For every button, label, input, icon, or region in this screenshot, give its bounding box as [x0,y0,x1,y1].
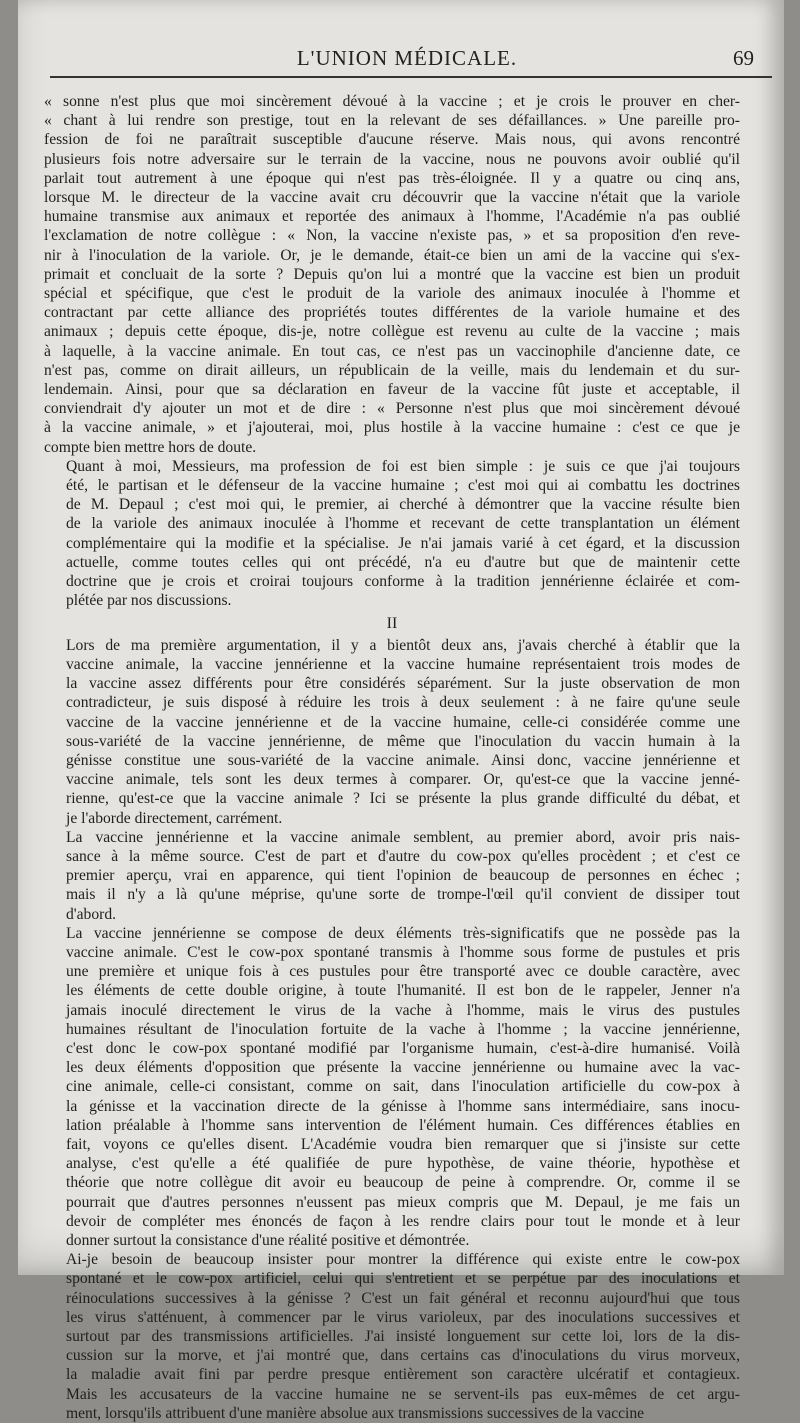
paragraph [44,1250,740,1423]
text-line: une première et unique fois à ces pustules pour être transporté avec ce double caractère, avec [66,963,740,981]
text-line: lorsque M. le directeur de la vaccine avait cru découvrir que la vaccine n'était que la variole [44,189,740,207]
paragraph [44,92,740,457]
text-line: vaccine animale. C'est le cow-pox spontané transmis à l'homme sous forme de pustules et pris [66,943,740,961]
text-line: contradicteur, je suis disposé à réduire les trois à deux seulement : à ne faire qu'une seule [66,694,740,712]
text-line: rienne, qu'est-ce que la vaccine animale ? Ici se présente la plus grande difficulté du débat, et [66,790,740,808]
text-line: à laquelle, à la vaccine animale. En tout cas, ce n'est pas un vaccinophile d'ancienne date, ce [44,342,740,360]
text-line: d'abord. [66,905,117,923]
text-line: spécial et spécifique, que c'est le produit de la variole des animaux inoculée à l'homme et [44,285,740,303]
paragraph [44,457,740,611]
section-heading: II [386,615,398,633]
text-line: actuelle, comme toutes celles qui ont précédé, n'a eu d'autre but que de maintenir cette [66,553,740,571]
text-line: « chant à lui rendre son prestige, tout en la relevant de ses défaillances. » Une pareille pro- [44,112,740,130]
text-line: ment, lorsqu'ils attribuent d'une manière absolue aux transmissions successives de la vaccine [66,1404,645,1422]
text-line: complémentaire qui la modifie et la spécialise. Je n'ai jamais varié à cet égard, et la discussion [66,534,740,552]
text-line: conviendrait d'y ajouter un mot et de dire : « Personne n'est plus que moi sincèrement dévoué [44,400,740,418]
text-line: les deux éléments d'opposition que présente la vaccine jennérienne ou humaine avec la vac- [66,1059,740,1077]
text-line: devoir de compléter mes énoncés de façon à les rendre clairs pour tout le monde et à leur [66,1212,740,1230]
text-line: plusieurs fois notre adversaire sur le terrain de la vaccine, nous ne pouvons avoir oublié qu'il [44,150,740,168]
text-line: réinoculations successives à la génisse ? C'est un fait général et reconnu aujourd'hui que tous [66,1289,740,1307]
paragraph [44,636,740,828]
text-line: compte bien mettre hors de doute. [44,438,257,456]
header-rule [50,76,772,78]
text-line: la maladie avait fini par perdre presque entièrement son caractère ulcératif et contagieux. [66,1366,740,1384]
text-line: surtout par des transmissions artificielles. J'ai insisté longuement sur cette loi, lors de la dis- [66,1328,740,1345]
text-line: jamais inoculé directement le virus de la vache à l'homme, mais le virus des pustules [66,1001,740,1019]
text-line: La vaccine jennérienne se compose de deux éléments très-significatifs que ne possède pas la [66,924,740,942]
paragraph [44,828,740,924]
text-line: cine animale, celle-ci consistant, comme on sait, dans l'inoculation artificielle du cow-pox à [66,1078,740,1096]
text-line: vaccine de la vaccine jennérienne et de la vaccine humaine, celle-ci considérée comme une [66,713,740,731]
text-line: mais il n'y a là qu'une méprise, qu'une sorte de trompe-l'œil qu'il convient de dissiper tout [66,886,740,904]
text-line: les éléments de cette double origine, à toute l'humanité. Il est bon de le rappeler, Jenner n'a [66,982,740,1000]
text-line: été, le partisan et le défenseur de la vaccine humaine ; c'est moi qui ai combattu les doctrines [66,477,740,495]
text-line: la génisse et la vaccination directe de la génisse à l'homme sans intermédiaire, sans inocu- [66,1097,740,1115]
text-line: vaccine animale, tels sont les deux termes à comparer. Or, qu'est-ce que la vaccine jenné- [66,771,740,789]
text-line: l'exclamation de notre collègue : « Non, la vaccine n'existe pas, » et sa proposition d'en reve- [44,227,740,245]
running-header [58,44,756,74]
text-line: premier aperçu, vrai en apparence, qui tient l'opinion de beaucoup de personnes en échec ; [66,867,740,885]
text-line: lation préalable à l'homme sans intervention de l'élément humain. Ces différences établies en [66,1116,740,1134]
text-line: analyse, c'est qu'elle a été qualifiée de pure hypothèse, de vaine théorie, hypothèse et [66,1155,740,1173]
running-title: L'UNION MÉDICALE. [296,46,518,70]
text-line: vaccine animale, la vaccine jennérienne et la vaccine humaine représentaient trois modes de [66,655,740,673]
text-line: sous-variété de la vaccine jennérienne, de même que l'inoculation du vaccin humain à la [66,732,740,750]
text-line: Quant à moi, Messieurs, ma profession de foi est bien simple : je suis ce que j'ai toujours [66,457,740,475]
text-line: théorie que notre collègue dit avoir eu beaucoup de peine à comprendre. Or, comme il se [66,1174,740,1192]
text-line: Mais les accusateurs de la vaccine humaine ne se servent-ils pas eux-mêmes de cet argu- [66,1385,740,1403]
text-line: cussion sur la morve, et j'ai montré que, dans certains cas d'inoculations du virus morveux, [66,1347,740,1365]
text-line: plétée par nos discussions. [66,592,232,610]
text-line: la vaccine assez différents pour être considérés séparément. Sur la juste observation de mon [66,675,740,693]
text-line: Ai-je besoin de beaucoup insister pour montrer la différence qui existe entre le cow-pox [66,1251,740,1269]
text-line: sance à la même source. C'est de part et d'autre du cow-pox qu'elles procèdent ; et c'est ce [66,847,740,865]
page-number: 69 [733,46,754,70]
text-line: je l'aborde directement, carrément. [66,809,283,827]
text-line: donner surtout la consistance d'une réalité positive et démontrée. [66,1231,470,1249]
text-line: primait et concluait de la sorte ? Depuis qu'on lui a montré que la vaccine est bien un produit [44,265,740,283]
text-line: de la variole des animaux inoculée à l'homme et recevant de cette transplantation un élément [66,515,740,533]
text-line: n'est pas, comme on dirait ailleurs, un républicain de la veille, mais du lendemain et du sur- [44,361,740,379]
text-line: les virus s'atténuent, à commencer par le virus varioleux, par des inoculations successives et [66,1308,740,1326]
text-line: doctrine que je crois et croirai toujours conforme à la tradition jennérienne éclairée et com- [66,573,740,591]
text-line: fession de foi ne paraîtrait susceptible d'aucune réserve. Mais nous, qui avons rencontré [44,131,740,149]
text-line: La vaccine jennérienne et la vaccine animale semblent, au premier abord, avoir pris nais- [66,828,740,846]
text-line: de M. Depaul ; c'est moi qui, le premier, ai cherché à démontrer que la vaccine résulte bien [66,496,740,514]
text-line: contractant par cette alliance des propriétés toutes différentes de la variole humaine et des [44,304,740,322]
paragraph [44,924,740,1250]
text-line: pourrait que d'autres personnes n'eussent pas mieux compris que M. Depaul, je me fais un [66,1193,740,1211]
text-line: spontané et le cow-pox artificiel, celui qui s'entretient et se perpétue par des inoculations et [66,1270,740,1288]
text-line: animaux ; depuis cette époque, dis-je, notre collègue est revenu au culte de la vaccine ; mais [44,323,740,341]
text-body [44,92,740,1423]
text-line: humaines résultant de l'inoculation fortuite de la vache à l'homme ; la vaccine jennérienne, [66,1020,740,1038]
text-line: fait, voyons ce qu'elles disent. L'Académie voudra bien remarquer que si j'insiste sur cette [66,1135,740,1153]
text-line: à la vaccine animale, » et j'ajouterai, moi, plus hostile à la vaccine humaine : c'est ce que je [44,419,740,437]
text-line: parlait tout autrement à une époque qui n'est pas très-éloignée. Il y a quatre ou cinq ans, [44,169,740,187]
text-line: génisse constitue une sous-variété de la vaccine animale. Ainsi donc, vaccine jennérienne et [66,751,740,769]
text-line: c'est donc le cow-pox spontané modifié par l'organisme humain, c'est-à-dire humanisé. Voilà [66,1039,740,1057]
text-line: lendemain. Ainsi, pour que sa déclaration en faveur de la vaccine fût juste et acceptable, il [44,381,740,399]
text-line: « sonne n'est plus que moi sincèrement dévoué à la vaccine ; et je crois le prouver en cher- [44,93,740,110]
text-line: Lors de ma première argumentation, il y a bientôt deux ans, j'avais cherché à établir que la [66,636,740,654]
text-line: humaine transmise aux animaux et reportée des animaux à l'homme, l'Académie n'a pas oublié [44,208,740,226]
text-line: nir à l'inoculation de la variole. Or, je le demande, était-ce bien un ami de la vaccine qui s'ex- [44,246,740,264]
